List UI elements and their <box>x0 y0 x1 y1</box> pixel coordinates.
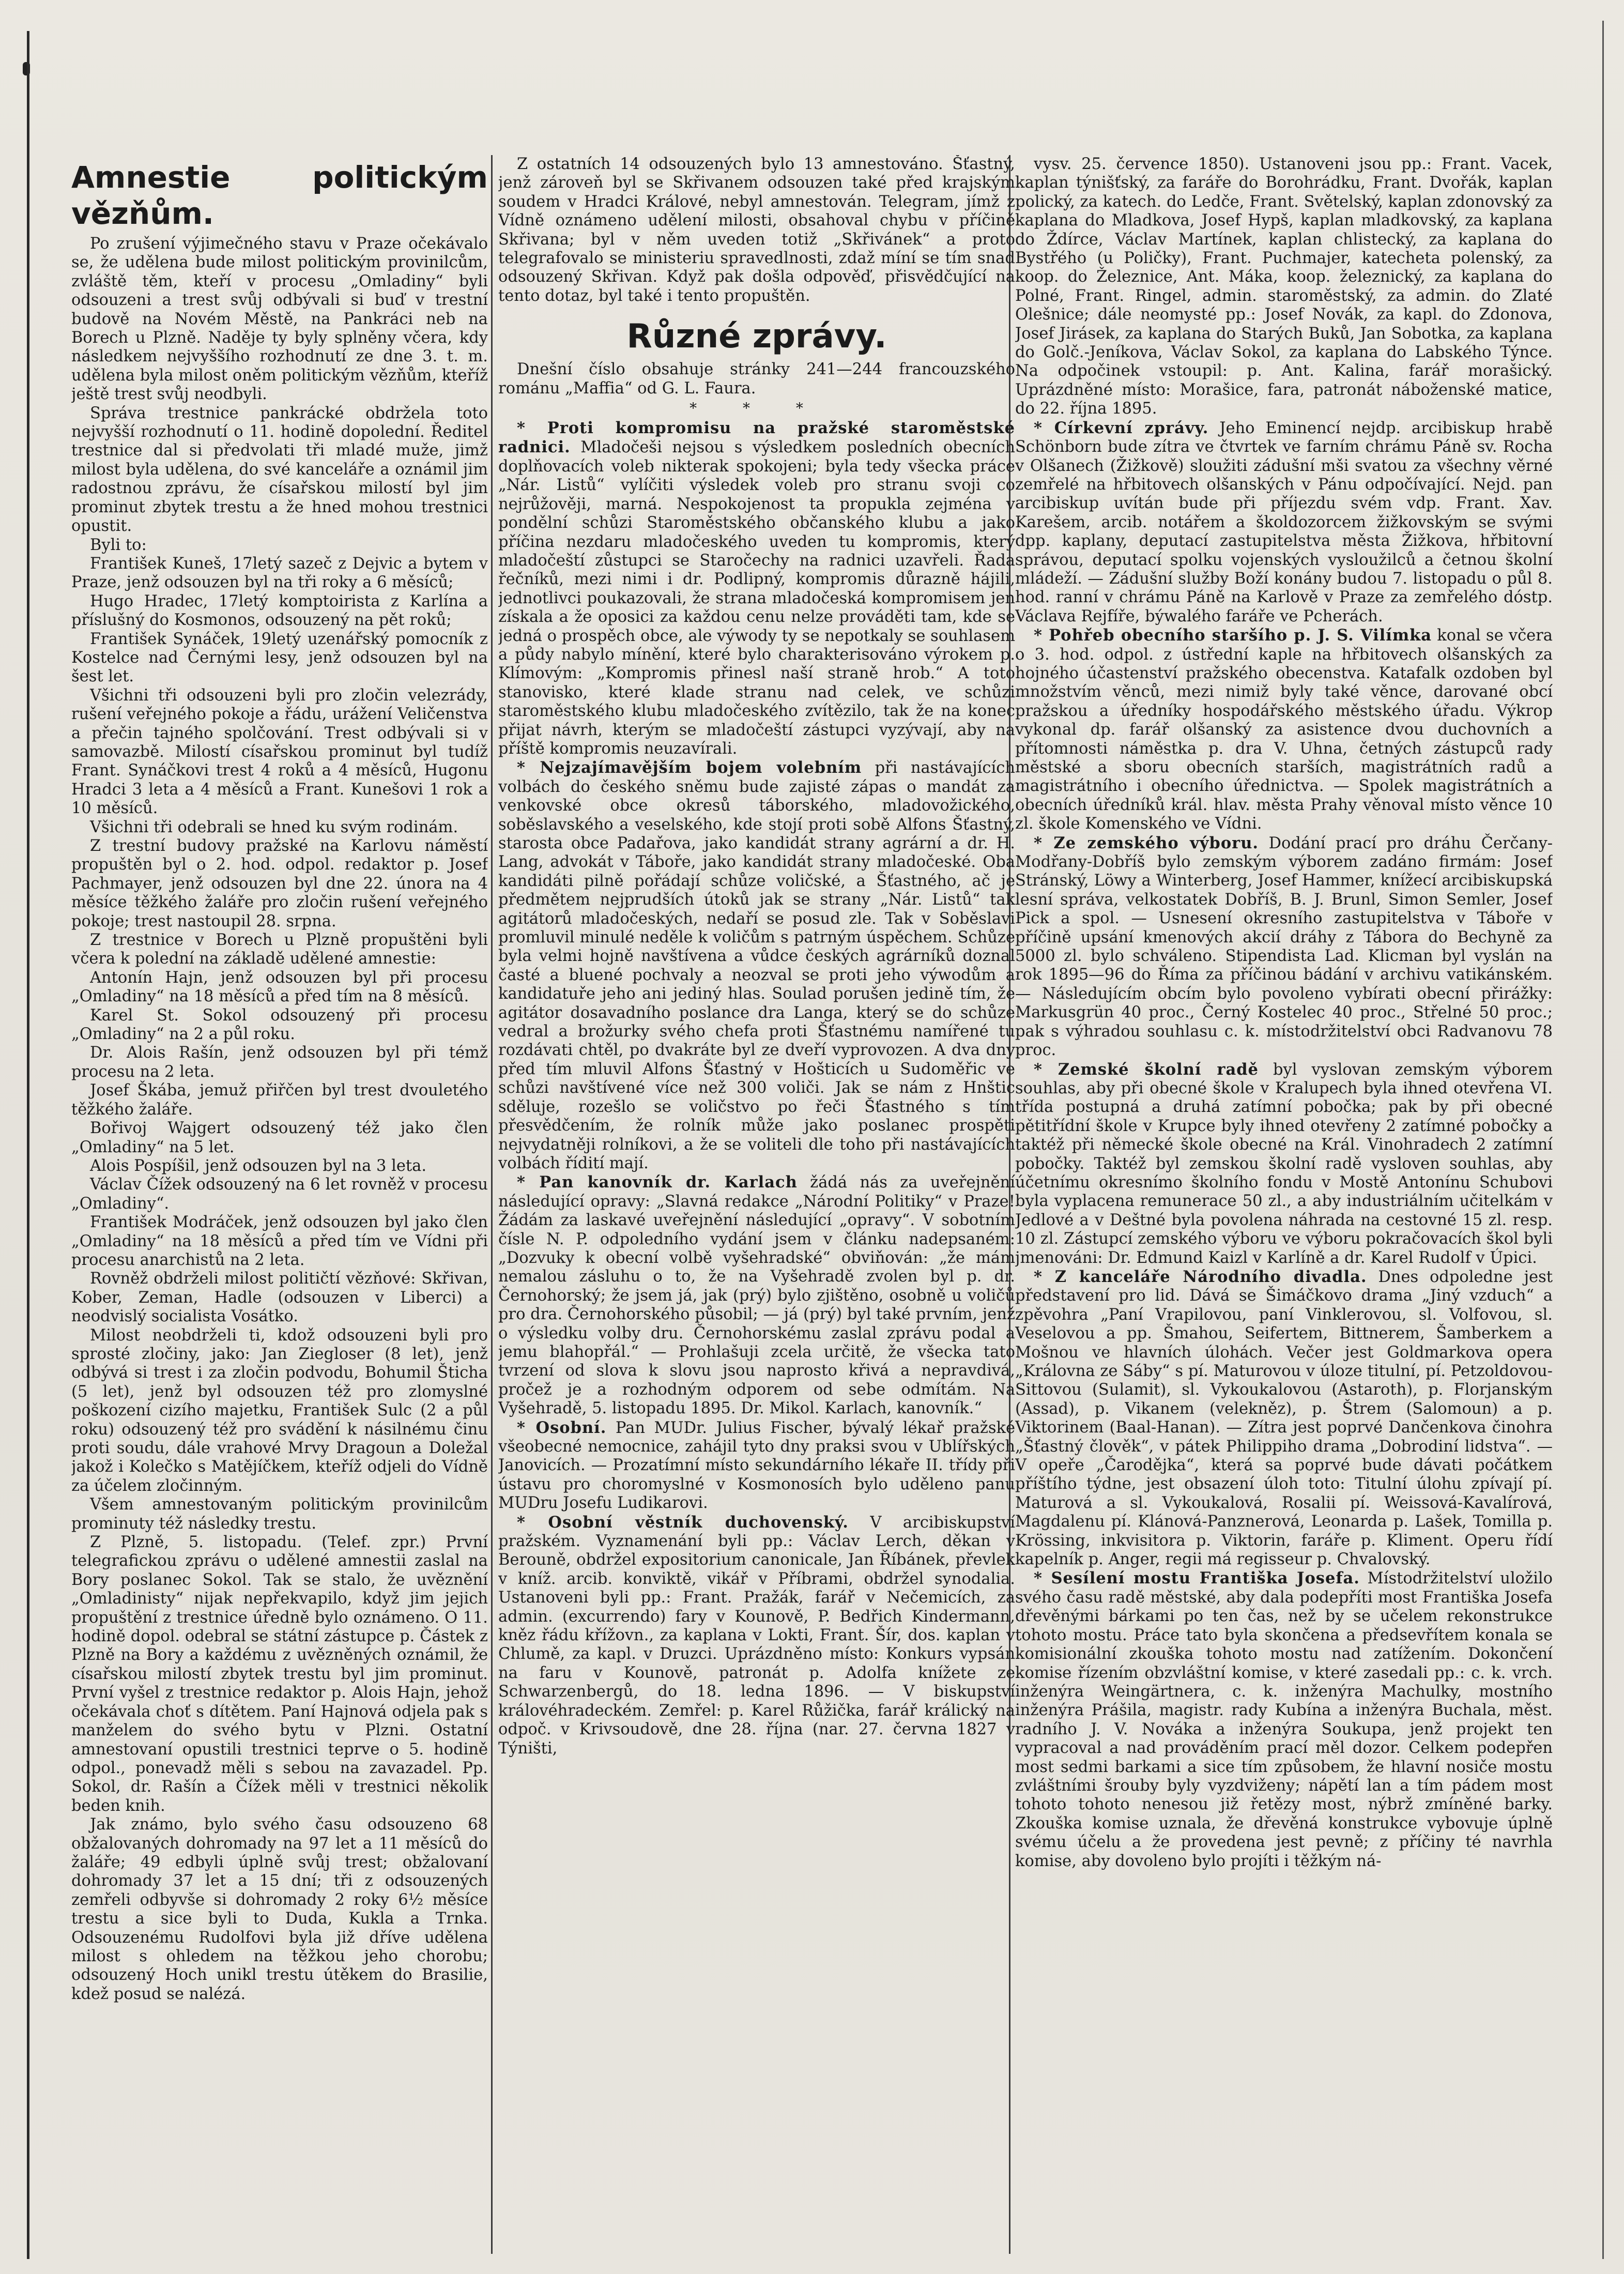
news-note <box>1015 1569 1553 1871</box>
article-continuation: Z ostatních 14 odsouzených bylo 13 amnestováno. Šťastný, jenž zároveň byl se Skřivanem odsouzen také před krajským soudem v Hradci Králové, nebyl amnestován. Telegram, jímž z Vídně oznámeno udělení milosti, obsahoval chybu v příčině Skřivana; byl v něm uveden totiž „Skřivánek“ a proto telegrafovalo se ministeriu spravedlnosti, zdaž míní se tím snad odsouzený Skřivan. Když pak došla odpověď, přisvědčující na tento dotaz, byl také i tento propuštěn. <box>498 155 1015 305</box>
note-text: Jeho Eminencí nejdp. arcibiskup hrabě Schönborn bude zítra ve čtvrtek ve farním chrámu Páně sv. Rocha v Olšanech (Žižkově) sloužiti zádušní mši svatou za všechny věrné zemřelé na hřbitovech olšanských v Pánu odpočívající. Nejd. pan arcibiskup uvítán bude při příjezdu svém vdp. Frant. Xav. Karešem, arcib. notářem a školdozorcem žižkovským se svými dpp. kaplany, deputací zastupitelstva města Žižkova, hřbitovní správou, deputací spolku vojenských vysloužilců a četnou školní mládeží. — Zádušní služby Boží konány budou 7. listopadu o půl 8. hod. ranní v chrámu Páně na Karlově v Praze za zemřelého dóstp. Václava Rejfíře, býwalého faráře ve Pcherách. <box>1015 419 1553 625</box>
article-paragraph: Josef Škába, jemuž přiřčen byl trest dvouletého těžkého žaláře. <box>71 1081 488 1119</box>
column-3 <box>1015 155 1553 2254</box>
news-note <box>498 419 1015 758</box>
article-paragraph: Hugo Hradec, 17letý komptoirista z Karlína a příslušný do Kosmonos, odsouzený na pět roků; <box>71 592 488 630</box>
article-paragraph: Jak známo, bylo svého času odsouzeno 68 obžalovaných dohromady na 97 let a 11 měsíců do žaláře; 49 edbyli úplně svůj trest; obžalovaní dohromady 37 let a 15 dní; tři z odsouzených zemřeli odbyvše si dohromady 2 roky 6½ měsíce trestu a sice byli to Duda, Kukla a Trnka. Odsouzenému Rudolfovi byla již dříve udělena milost s ohledem na těžkou jeho chorobu; odsouzený Hoch unikl trestu útěkem do Brasilie, kdež posud se nalézá. <box>71 1815 488 2003</box>
note-text: Pan MUDr. Julius Fischer, bývalý lékař pražské všeobecné nemocnice, zahájil tyto dny praksi svou v Ublířských Janovicích. — Prozatímní místo sekundárního lékaře II. třídy při ústavu pro choromyslné v Kosmonosích bylo uděleno panu MUDru Josefu Ludikarovi. <box>498 1418 1015 1513</box>
note-text: Dnes odpoledne jest představení pro lid. Dává se Šimáčkovo drama „Jiný vzduch“ a zpěvohra „Paní Vrapilovou, paní Vinklerovou, sl. Volfovou, sl. Veselovou a pp. Šmahou, Seifertem, Bittnerem, Šamberkem a Mošnou ve hlavních úlohách. Večer jest Goldmarkova opera „Královna ze Sáby“ s pí. Maturovou v úloze titulní, pí. Petzoldovou-Sittovou (Sulamit), sl. Vykoukalovou (Astaroth), p. Florjanským (Assad), p. Vikanem (velekněz), p. Štrem (Salomoun) a p. Viktorinem (Baal-Hanan). — Zítra jest poprvé Dančenkova činohra „Šťastný člověk“, v pátek Philippiho drama „Dobrodiní lidstva“. — V opeře „Čarodějka“, která sa poprvé bude dávati počátkem příštího týdne, jest obsazení úloh toto: Titulní úlohu zpívají pí. Maturová a sl. Vykoukalová, Rosalii pí. Weissová-Kavalírová, Magdalenu pí. Klánová-Panznerová, Leonarda p. Lašek, Tomilla p. Krössing, inkvisitora p. Viktorin, faráře p. Kliment. Operu řídí kapelník p. Anger, regii má regisseur p. Chvalovský. <box>1015 1268 1553 1569</box>
article-paragraph: František Kuneš, 17letý sazeč z Dejvic a bytem v Praze, jenž odsouzen byl na tři roky a 6 měsíců; <box>71 554 488 592</box>
column-2 <box>498 155 1015 2254</box>
note-rubric: * Církevní zprávy. <box>1034 418 1209 437</box>
note-text: žádá nás za uveřejnění následující opravy: „Slavná redakce „Národní Politiky“ v Praze! Žádám za laskavé uveřejnění následující „opravy“. V sobotním čísle N. P. odpoledního vydání jsem v článku nadepsaném: „Dozvuky k obecní volbě vyšehradské“ obviňován: „že mám nemalou zásluhu o to, že na Vyšehradě zvolen byl p. dr. Černohorský; že jsem já, jak (prý) bylo zjištěno, osobně u voličů pro dra. Černohorského působil; — já (prý) byl také prvním, jenž o výsledku volby dru. Černohorskému zaslal zprávu podal a jemu blahopřál.“ — Prohlašuji zcela určitě, že všecka tato tvrzení od slova k slovu jsou naprosto křivá a nepravdivá, pročež je a rozhodným odporem od sebe odmítám. Na Vyšehradě, 5. listopadu 1895. Dr. Mikol. Karlach, kanovník.“ <box>498 1173 1015 1418</box>
note-text: byl vyslovan zemským výborem souhlas, aby při obecné škole v Kralupech byla ihned otevřena VI. třída postupná a druhá zatímní pobočka; pak by při obecné pětitřídní škole v Krupce byly ihned otevřeny 2 zatímné pobočky a taktéž při německé škole obecné na Král. Vinohradech 2 zatímní pobočky. Taktéž byl zemskou školní radě vysloven souhlas, aby účetnímu okresnímo školního fondu v Mostě Antonínu Schubovi byla vyplacena remunerace 50 zl., a aby industriálním učitelkám v Jedlové a v Deštné byla povolena náhrada na cestovné 15 zl. resp. 10 zl. Zástupcí zemského výboru ve výboru pokračovacích škol byli jmenováni: Dr. Edmund Kaizl v Karlíně a dr. Karel Rudolf v Úpici. <box>1015 1060 1553 1267</box>
note-rubric: * Z kanceláře Národního divadla. <box>1034 1267 1367 1286</box>
section-intro: Dnešní číslo obsahuje stránky 241—244 francouzského románu „Maffia“ od G. L. Faura. <box>498 360 1015 398</box>
left-margin-rule <box>27 31 29 2259</box>
note-rubric: * Nejzajímavějším bojem volebním <box>517 758 862 777</box>
article-paragraph: Rovněž obdrželi milost političtí vězňové: Skřivan, Kober, Zeman, Hadle (odsouzen v Liberci) a neodvislý socialista Vosátko. <box>71 1270 488 1326</box>
note-text: Dodání prací pro dráhu Čerčany-Modřany-Dobříš bylo zemským výborem zadáno firmám: Josef Stránský, Löwy a Winterberg, Josef Hammer, knížecí arcibiskupská lesní správa, velkostatek Dobříš, B. J. Brunl, Simon Semler, Josef Pick a spol. — Usnesení okresního zastupitelstva v Táboře v příčině upsání kmenových akcií dráhy z Tábora do Bechyně za 5000 zl. bylo schváleno. Stipendista Lad. Klicman byl vyslán na rok 1895—96 do Říma za příčinou bádání v archivu vatikánském. — Následujícím obcím bylo povoleno vybírati obecní přirážky: Markusgrün 40 proc., Černý Kostelec 40 proc., Střelné 50 proc.; pak s výhradou souhlasu c. k. místodržitelství obci Radvanovu 78 proc. <box>1015 834 1553 1060</box>
article-paragraph: Byli to: <box>90 536 147 554</box>
article-paragraph: Z trestní budovy pražské na Karlovu náměstí propuštěn byl o 2. hod. odpol. redaktor p. Josef Pachmayer, jenž odsouzen byl dne 22. února na 4 měsíce těžkého žaláře pro zločin rušení veřejného pokoje; trest nastoupil 28. srpna. <box>71 837 488 930</box>
article-paragraph: Milost neobdrželi ti, kdož odsouzeni byli pro sprosté zločiny, jako: Jan Ziegloser (8 let), jenž odbývá si trest i za zločin podvodu, Bohumil Šticha (5 let), jenž byl odsouzen též pro zlomyslné poškození cizího majetku, František Sulc (2 a půl roku) odsouzený též pro svádění k násilnému činu proti soudu, dále vrahové Mrvy Dragoun a Doležal jakož i Kolečko s Matějíčkem, kteříž odjeli do Vídně za účelem zločinným. <box>71 1326 488 1495</box>
article-paragraph: Všem amnestovaným politickým provinilcům prominuty též následky trestu. <box>71 1495 488 1533</box>
right-edge-rule <box>1602 21 1604 2259</box>
article-paragraph: Dr. Alois Rašín, jenž odsouzen byl při témž procesu na 2 leta. <box>71 1044 488 1081</box>
article-paragraph: Z Plzně, 5. listopadu. (Telef. zpr.) První telegrafickou zprávu o udělené amnestii zaslal na Bory poslanec Sokol. Tak se stalo, že uvěznění „Omladinisty“ nijak nepřekvapilo, když jim jejich propuštění z trestnice úředně bylo oznámeno. O 11. hodině dopol. odebral se státní zástupce p. Částek z Plzně na Bory a každému z uvězněných oznámil, že císařskou milostí zbytek trestu byl jim prominut. První vyšel z trestnice redaktor p. Alois Hajn, jehož očekávala choť s dítětem. Paní Hajnová odjela pak s manželem do svého bytu v Plzni. Ostatní amnestovaní opustili trestnici teprve o 5. hodině odpol., ponevadž měli s sebou na zavazadel. Pp. Sokol, dr. Rašín a Čížek měli v trestnici několik beden knih. <box>71 1533 488 1815</box>
news-note <box>498 1513 1015 1758</box>
news-note <box>1015 1060 1553 1268</box>
news-note <box>498 1418 1015 1513</box>
article-paragraph: Všichni tři odebrali se hned ku svým rodinám. <box>90 818 458 836</box>
news-note <box>1015 155 1553 419</box>
note-rubric: * Osobní věstník duchovenský. <box>517 1513 849 1532</box>
article-body <box>71 235 488 2004</box>
note-text: konal se včera o 3. hod. odpol. z ústřední kaple na hřbitovech olšanských za hojného účastenství pražského obecenstva. Katafalk ozdoben byl množstvím věnců, mezi nimiž byly také věnce, darované obcí pražskou a úředníky hospodářského městského úřadu. Výkrop vykonal dp. farář olšanský za asistence dvou duchovních a přítomnosti náměstka p. dra V. Uhna, četných zástupců rady městské a sboru obecních starších, magistrátních radů a magistrátního i obecního úřednictva. — Spolek magistrátních a obecních úředníků král. hlav. města Prahy věnoval místo věnce 10 zl. škole Komenského ve Vídni. <box>1015 627 1553 833</box>
note-rubric: * Ze zemského výboru. <box>1034 833 1259 852</box>
note-text: při nastávajících volbách do českého sněmu bude zajisté zápas o mandát za venkovské obce okresů táborského, mladovožického, soběslavského a veselského, kde stojí proti sobě Alfons Šťastný, starosta obce Padařova, jako kandidát strany agrární a dr. H. Lang, advokát v Táboře, jako kandidát strany mladočeské. Oba kandidáti pilně pořádají schůze voličské, a Šťastného, ač je předmětem nejprudších útoků jak se strany „Nár. Listů“ tak agitátorů mladočeských, nedaří se posud zle. Tak v Soběslavi promluvil minulé neděle k voličům s patrným úspěchem. Schůze byla velmi hojně navštívena a vůdce českých agrárníků doznal časté a bluené pochvaly a neozval se proti jeho výwodům a kandidatuře jeho ani jediný hlas. Soulad porušen jedině tím, že agitátor dosavadního poslance dra Langa, který se do schůze vedral a brožurky svého chefa proti Šťastnému namířené tu rozdávati chtěl, po dvakráte byl ze dveří vyprovozen. A dva dny před tím mluvil Alfons Šťastný v Hošticích u Sudoměřic ve schůzi navštívené více než 300 voliči. Jak se nám z Hnštic sděluje, rozešlo se voličstvo po řeči Šťastného s tím přesvědčením, že rolník může jako poslanec prospěti nejvydatněji rolníkovi, a že se voliteli dle toho při nastávajících volbách řídití mají. <box>498 759 1015 1172</box>
section-title: Různé zprávy. <box>626 317 887 356</box>
news-note <box>1015 419 1553 626</box>
note-text: V arcibiskupství pražském. Vyznamenání byli pp.: Václav Lerch, děkan v Berouně, obdržel expositorium canonicale, Jan Říbánek, převlek v kníž. arcib. konviktě, vikář v Příbrami, obdržel synodalia. Ustanoveni byli pp.: Frant. Pražák, farář v Nečemicích, za admin. (excurrendo) fary v Kounově, P. Bedřich Kindermann, kněz řádu křížovn., za kaplana v Lokti, Frant. Šír, dos. kaplan v Chlumě, za kapl. v Druzci. Uprázdněno místo: Konkurs vypsán na faru v Kounově, patronát p. Adolfa knížete ze Schwarzenbergů, do 18. ledna 1896. — V biskupství královéhradeckém. Zemřel: p. Karel Růžička, farář králický na odpoč. v Krivsoudově, dne 28. října (nar. 27. června 1827 v Týništi, <box>498 1513 1015 1758</box>
article-paragraph: Alois Pospíšil, jenž odsouzen byl na 3 leta. <box>90 1156 427 1175</box>
article-paragraph: Správa trestnice pankrácké obdržela toto nejvyšší rozhodnutí o 11. hodině dopolední. Ředitel trestnice dal si předvolati tři mladé muže, jimž milost byla udělena, do své kanceláře a oznámil jim radostnou zprávu, že císařskou milostí byl jim prominut zbytek trestu a že hned mohou trestnici opustit. <box>71 404 488 536</box>
news-note <box>498 1173 1015 1418</box>
note-rubric: * Sesílení mostu Františka Josefa. <box>1034 1569 1360 1588</box>
note-text: Místodržitelství uložilo svého času radě městské, aby dala podepříti most Františka Josefa dřevěnými bárkami po ten čas, než by se učelem rekonstrukce tohoto mostu. Práce tato byla skončena a předsevřítem konala se komisionální zkouška tohoto mostu nad zatížením. Dokončení komise řízením obzvláštní komise, v které zasedali pp.: c. k. vrch. inženýra Weingärtnera, c. k. inženýra Machulky, mostního inženýra Prášila, magistr. rady Kubína a inženýra Buchala, měst. radního J. V. Nováka a inženýra Soukupa, jenž projekt ten vypracoval a nad prováděním prací měl dozor. Celkem podepřen most sedmi barkami a sice tím způsobem, že hlavní nosiče mostu zvláštními šrouby byly vyzdviženy; nápětí lan a tím pádem most tohoto tohoto nenesou již řetězy most, nýbrž zmíněné barky. Zkouška komise uznala, že dřevěná konstrukce vybovuje úplně svému účelu a že provedena jest pevně; z příčiny té navrhla komise, aby dovoleno bylo projíti i těžkým ná- <box>1015 1569 1553 1870</box>
article-paragraph: Václav Čížek odsouzený na 6 let rovněž v procesu „Omladiny“. <box>71 1176 488 1213</box>
article-paragraph: Z trestnice v Borech u Plzně propuštěni byli včera k polední na základě udělené amnestie: <box>71 931 488 968</box>
note-rubric: * Osobní. <box>517 1418 607 1437</box>
news-note <box>1015 1268 1553 1569</box>
article-title: Amnestie politickým vězňům. <box>71 160 488 231</box>
article-paragraph: Karel St. Sokol odsouzený při procesu „Omladiny“ na 2 a půl roku. <box>71 1006 488 1044</box>
article-paragraph: Bořivoj Wajgert odsouzený též jako člen „Omladiny“ na 5 let. <box>71 1119 488 1156</box>
note-rubric: * Pan kanovník dr. Karlach <box>517 1173 798 1192</box>
news-note <box>498 758 1015 1173</box>
note-text: Mladočeši nejsou s výsledkem posledních obecních doplňovacích voleb nikterak spokojeni; byla tedy všecka práce „Nár. Listů“ vylíčiti výsledek voleb pro stranu svoji co nejrůžověji, marná. Nespokojenost ta propukla zejména v pondělní schůzi Staroměstského občanského klubu a jako příčina nezdaru mladočeského uveden tu kompromis, který mladočeští zůstupci se Staročechy na radnici uzavřeli. Řada řečníků, mezi nimi i dr. Podlipný, kompromis důrazně hájili, jednotlivci poukazovali, že strana mladočeská kompromisem jen získala a že oposici za každou cenu nelze prováděti tam, kde se jedná o prospěch obce, ale výwody ty se nepotkaly se souhlasem a půdy nabylo mínění, které bylo charakterisováno výrokem p. Klímovým: „Kompromis přinesl naší straně hrob.“ A toto stanovisko, které klade stranu nad celek, ve schůzi staroměstského klubu mladočeského zvítězilo, tak že na konec přijat návrh, kterým se mladočeští zástupci vyzývají, aby na příště kompromis neuzavírali. <box>498 438 1015 758</box>
note-text: vysv. 25. července 1850). Ustanoveni jsou pp.: Frant. Vacek, kaplan týnišťský, za faráře do Borohrádku, Frant. Dvořák, kaplan polický, za katech. do Ledče, Frant. Světelský, kaplan zdonovský za kaplana do Mladkova, Josef Hypš, kaplan mladkovský, za kaplana do Ždírce, Václav Martínek, kaplan chlistecký, za kaplana do Bystřého (u Poličky), Frant. Puchmajer, katecheta polenský, za koop. do Železnice, Ant. Máka, koop. železnický, za kaplana do Polné, Frant. Ringel, admin. staroměstský, za admin. do Zlaté Olešnice; dále neomysté pp.: Josef Novák, za kapl. do Zdonova, Josef Jirásek, za kaplana do Starých Buků, Jan Sobotka, za kaplana do Golč.-Jeníkova, Václav Sokol, za kaplana do Labského Týnce. Na odpočinek vstoupil: p. Ant. Kalina, farář morašický. Uprázdněné místo: Morašice, fara, patronát náboženské matice, do 22. října 1895. <box>1015 155 1553 418</box>
news-note <box>1015 834 1553 1060</box>
article-paragraph: Po zrušení výjimečného stavu v Praze očekávalo se, že udělena bude milost politickým provinilcům, zvláště těm, kteří v procesu „Omladiny“ byli odsouzeni a trest svůj odbývali si buď v trestní budově na Novém Městě, na Pankráci neb na Borech u Plzně. Naděje ty byly splněny včera, kdy následkem nejvyššího rozhodnutí ze dne 3. t. m. udělena byla milost oněm politickým vězňům, kteříž ještě trest svůj neodbyli. <box>71 235 488 404</box>
separator-stars: * * * <box>690 400 824 417</box>
column-divider-1 <box>491 155 493 2254</box>
news-notes-col2 <box>498 419 1015 1758</box>
article-paragraph: František Modráček, jenž odsouzen byl jako člen „Omladiny“ na 18 měsíců a před tím ve Vídni při procesu anarchistů na 2 leta. <box>71 1213 488 1269</box>
article-paragraph: Všichni tři odsouzeni byli pro zločin velezrády, rušení veřejného pokoje a řádu, urážení Veličenstva a přečin tajného spolčování. Trest odbývali si v samovazbě. Milostí císařskou prominut byl tudíž Frant. Synáčkovi trest 4 roků a 4 měsíců, Hugonu Hradci 3 leta a 4 měsíců a Frant. Kunešovi 1 rok a 10 měsíců. <box>71 686 488 818</box>
note-rubric: * Pohřeb obecního staršího p. J. S. Vilímka <box>1034 626 1432 645</box>
news-notes-col3 <box>1015 155 1553 1871</box>
note-rubric: * Proti kompromisu na pražské staroměstské radnici. <box>498 419 1015 457</box>
note-rubric: * Zemské školní radě <box>1034 1060 1259 1079</box>
article-paragraph: František Synáček, 19letý uzenářský pomocník z Kostelce nad Černými lesy, jenž odsouzen byl na šest let. <box>71 630 488 686</box>
news-note <box>1015 626 1553 833</box>
article-paragraph: Antonín Hajn, jenž odsouzen byl při procesu „Omladiny“ na 18 měsíců a před tím na 8 měsíců. <box>71 968 488 1006</box>
column-1 <box>71 155 488 2254</box>
